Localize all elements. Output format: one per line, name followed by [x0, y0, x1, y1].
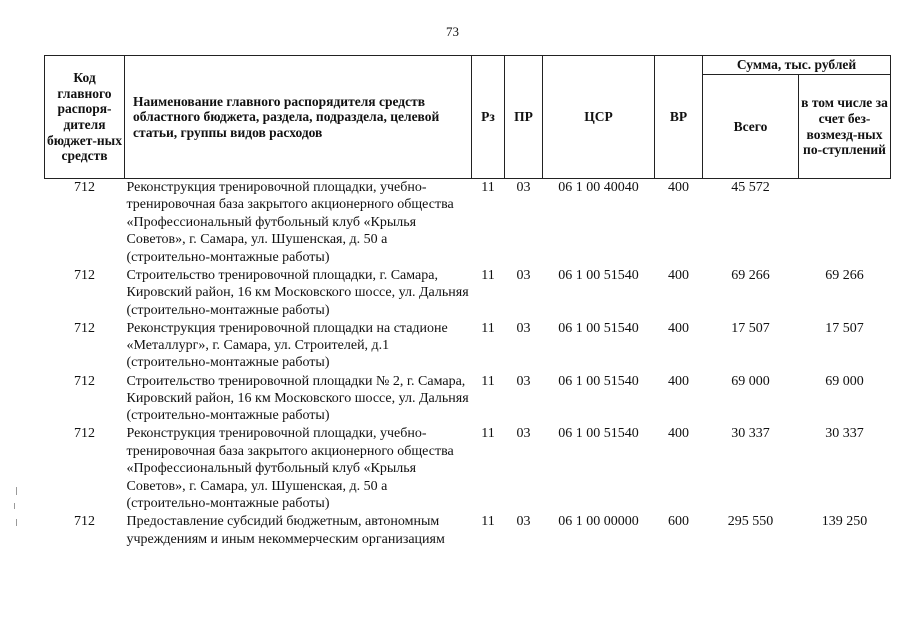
cell-free: 139 250	[821, 514, 868, 530]
cell-vr: 400	[668, 373, 689, 389]
cell-csr: 06 1 00 51540	[558, 320, 639, 336]
cell-name: Реконструкция тренировочной площадки, учебно-тренировочная база закрытого акционерного общества «Профессиональный футбольный клуб «Крылья Советов», г. Самара, ул. Шушенская, д. 50 а (строительно-монтажные работы)	[126, 426, 454, 512]
cell-rz: 11	[481, 267, 495, 283]
cell-csr: 06 1 00 51540	[558, 373, 639, 389]
cell-rz: 11	[481, 373, 495, 389]
cell-csr: 06 1 00 00000	[558, 514, 639, 530]
cell-total: 69 000	[731, 373, 770, 389]
cell-rz: 11	[481, 426, 495, 442]
cell-vr: 600	[668, 514, 689, 530]
cell-vr: 400	[668, 426, 689, 442]
cell-pr: 03	[516, 426, 531, 442]
cell-pr: 03	[516, 514, 531, 530]
cell-total: 69 266	[731, 267, 770, 283]
cell-code: 712	[74, 514, 95, 530]
cell-code: 712	[74, 180, 95, 195]
cell-pr: 03	[516, 180, 531, 195]
cell-name: Реконструкция тренировочной площадки, учебно-тренировочная база закрытого акционерного общества «Профессиональный футбольный клуб «Крылья Советов», г. Самара, ул. Шушенская, д. 50 а (строительно-монтажные работы)	[126, 180, 454, 265]
cell-csr: 06 1 00 40040	[558, 180, 639, 195]
table-row	[45, 513, 891, 549]
cell-code: 712	[74, 267, 95, 283]
cell-code: 712	[74, 373, 95, 389]
header-pr: ПР	[505, 56, 543, 179]
header-row-1	[45, 56, 891, 75]
cell-vr: 400	[668, 320, 689, 336]
cell-pr: 03	[516, 373, 531, 389]
cell-free: 69 000	[825, 373, 864, 389]
cell-total: 17 507	[731, 320, 770, 336]
header-vr: ВР	[655, 56, 703, 179]
cell-total: 45 572	[731, 180, 770, 195]
cell-rz: 11	[481, 514, 495, 530]
table-row	[45, 373, 891, 426]
cell-pr: 03	[516, 320, 531, 336]
cell-code: 712	[74, 426, 95, 442]
cell-pr: 03	[516, 267, 531, 283]
cell-free	[799, 179, 891, 267]
cell-csr: 06 1 00 51540	[558, 426, 639, 442]
cell-name: Предоставление субсидий бюджетным, автономным учреждениям и иным некоммерческим организациям	[126, 514, 445, 547]
budget-table	[44, 55, 891, 549]
header-name: Наименование главного распорядителя средств областного бюджета, раздела, подраздела, целевой статьи, группы видов расходов	[125, 56, 472, 179]
header-code: Код главного распоря-дителя бюджет-ных средств	[45, 56, 125, 179]
table-row	[45, 320, 891, 373]
cell-vr: 400	[668, 180, 689, 195]
cell-vr: 400	[668, 267, 689, 283]
table-row	[45, 425, 891, 513]
cell-total: 295 550	[727, 514, 774, 530]
header-total: Всего	[703, 75, 799, 179]
scan-mark	[14, 503, 15, 509]
cell-free: 17 507	[825, 320, 864, 336]
scan-mark	[16, 519, 17, 526]
header-rz: Рз	[472, 56, 505, 179]
cell-name: Реконструкция тренировочной площадки на стадионе «Металлург», г. Самара, ул. Строителей, д.1 (строительно-монтажные работы)	[126, 320, 448, 371]
cell-rz: 11	[481, 320, 495, 336]
table-row	[45, 179, 891, 267]
header-csr: ЦСР	[543, 56, 655, 179]
cell-name: Строительство тренировочной площадки, г. Самара, Кировский район, 16 км Московского шоссе, ул. Дальняя (строительно-монтажные работы)	[126, 267, 469, 318]
cell-free: 30 337	[825, 426, 864, 442]
header-sum-group: Сумма, тыс. рублей	[703, 56, 891, 75]
cell-code: 712	[74, 320, 95, 336]
page-number: 73	[446, 24, 459, 39]
cell-name: Строительство тренировочной площадки № 2, г. Самара, Кировский район, 16 км Московского шоссе, ул. Дальняя (строительно-монтажные работы)	[126, 373, 469, 424]
table-row	[45, 267, 891, 320]
cell-free: 69 266	[825, 267, 864, 283]
scan-mark	[16, 487, 17, 495]
cell-csr: 06 1 00 51540	[558, 267, 639, 283]
header-free: в том числе за счет без-возмезд-ных по-ступлений	[799, 75, 891, 179]
cell-total: 30 337	[731, 426, 770, 442]
cell-rz: 11	[481, 180, 495, 195]
